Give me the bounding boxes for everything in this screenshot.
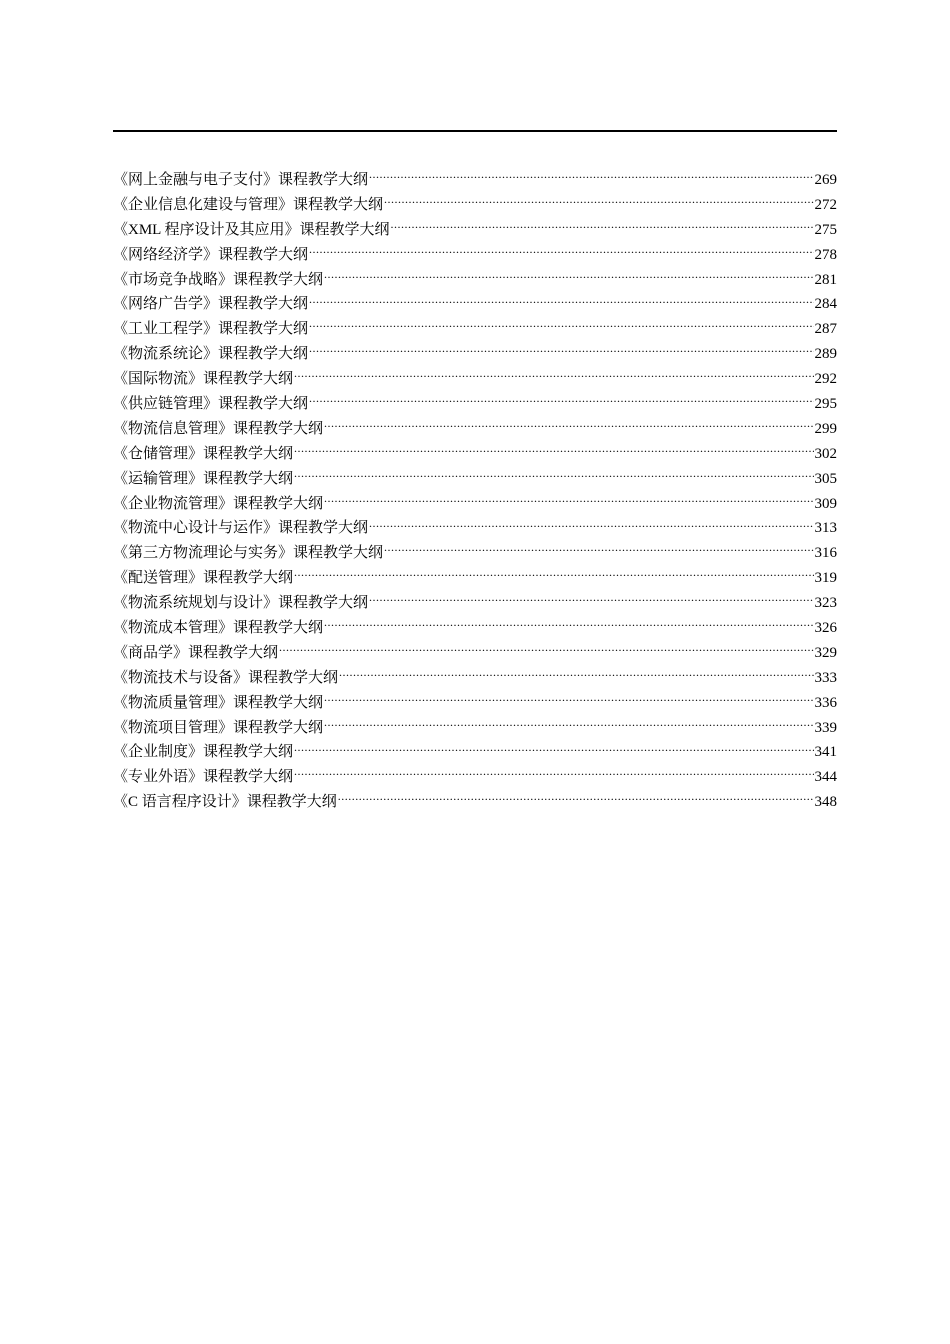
- toc-entry-page: 319: [814, 570, 837, 587]
- toc-entry-title: 《专业外语》课程教学大纲: [113, 769, 294, 786]
- toc-entry-page: 269: [814, 172, 837, 188]
- toc-entry-page: 323: [814, 595, 837, 612]
- toc-entry[interactable]: [113, 492, 837, 517]
- toc-entry[interactable]: [113, 467, 837, 492]
- header-rule: [113, 130, 837, 132]
- toc-entry-page: 284: [814, 296, 837, 313]
- toc-entry-title: 《网络经济学》课程教学大纲: [113, 246, 309, 263]
- toc-entry-title: 《国际物流》课程教学大纲: [113, 371, 294, 388]
- toc-entry-page: 295: [814, 396, 837, 413]
- toc-entry-title: 《运输管理》课程教学大纲: [113, 470, 294, 487]
- toc-entry-title: 《企业物流管理》课程教学大纲: [113, 495, 324, 512]
- toc-entry[interactable]: [113, 218, 837, 243]
- toc-entry-title: 《市场竞争战略》课程教学大纲: [113, 271, 324, 288]
- toc-entry-title: 《企业信息化建设与管理》课程教学大纲: [113, 196, 384, 213]
- toc-entry[interactable]: [113, 516, 837, 541]
- toc-entry-page: 309: [814, 495, 837, 512]
- toc-entry-page: 292: [814, 371, 837, 388]
- toc-dot-leader: [294, 468, 813, 483]
- toc-entry-page: 333: [814, 669, 837, 686]
- toc-dot-leader: [369, 169, 813, 184]
- toc-dot-leader: [294, 741, 813, 756]
- toc-entry-page: 302: [814, 445, 837, 462]
- toc-entry[interactable]: [113, 541, 837, 566]
- toc-dot-leader: [294, 368, 813, 383]
- toc-dot-leader: [324, 717, 813, 732]
- toc-entry-title: 《物流项目管理》课程教学大纲: [113, 719, 324, 736]
- toc-entry[interactable]: [113, 591, 837, 616]
- toc-entry[interactable]: [113, 268, 837, 293]
- toc-entry-title: 《物流成本管理》课程教学大纲: [113, 620, 324, 637]
- toc-entry-title: 《物流系统规划与设计》课程教学大纲: [113, 595, 369, 612]
- toc-dot-leader: [384, 194, 813, 209]
- toc-entry[interactable]: [113, 566, 837, 591]
- toc-entry-title: 《网络广告学》课程教学大纲: [113, 296, 309, 313]
- toc-entry-title: 《工业工程学》课程教学大纲: [113, 321, 309, 338]
- toc-dot-leader: [309, 393, 813, 408]
- toc-dot-leader: [279, 642, 813, 657]
- toc-entry-title: 《第三方物流理论与实务》课程教学大纲: [113, 545, 384, 562]
- toc-dot-leader: [339, 667, 813, 682]
- toc-dot-leader: [309, 318, 813, 333]
- toc-entry[interactable]: [113, 442, 837, 467]
- toc-entry-title: 《配送管理》课程教学大纲: [113, 570, 294, 587]
- toc-entry[interactable]: [113, 317, 837, 342]
- toc-entry[interactable]: [113, 790, 837, 815]
- toc-entry[interactable]: [113, 666, 837, 691]
- toc-entry[interactable]: [113, 691, 837, 716]
- toc-entry-page: 281: [814, 271, 837, 288]
- toc-entry-page: 341: [814, 744, 837, 761]
- toc-entry[interactable]: [113, 367, 837, 392]
- toc-entry-page: 326: [814, 620, 837, 637]
- toc-dot-leader: [369, 592, 813, 607]
- toc-entry-page: 299: [814, 420, 837, 437]
- toc-entry-page: 275: [814, 221, 837, 238]
- toc-dot-leader: [294, 443, 813, 458]
- toc-entry-title: 《物流中心设计与运作》课程教学大纲: [113, 520, 369, 537]
- toc-entry-page: 278: [814, 246, 837, 263]
- toc-entry[interactable]: [113, 342, 837, 367]
- toc-entry-page: 348: [814, 794, 837, 811]
- toc-entry-page: 339: [814, 719, 837, 736]
- toc-entry-title: 《XML 程序设计及其应用》课程教学大纲: [113, 221, 390, 238]
- toc-entry-title: 《物流系统论》课程教学大纲: [113, 346, 309, 363]
- toc-dot-leader: [309, 293, 813, 308]
- toc-entry-page: 287: [814, 321, 837, 338]
- toc-entry[interactable]: [113, 243, 837, 268]
- toc-entry[interactable]: [113, 193, 837, 218]
- toc-entry-title: 《C 语言程序设计》课程教学大纲: [113, 794, 337, 811]
- toc-entry-page: 344: [814, 769, 837, 786]
- toc-entry-title: 《企业制度》课程教学大纲: [113, 744, 294, 761]
- toc-entry-title: 《物流技术与设备》课程教学大纲: [113, 669, 339, 686]
- toc-dot-leader: [294, 567, 813, 582]
- toc-entry-title: 《物流质量管理》课程教学大纲: [113, 694, 324, 711]
- toc-entry-page: 305: [814, 470, 837, 487]
- toc-entry-title: 《物流信息管理》课程教学大纲: [113, 420, 324, 437]
- toc-entry-page: 316: [814, 545, 837, 562]
- toc-entry-title: 《商品学》课程教学大纲: [113, 644, 279, 661]
- toc-entry[interactable]: [113, 641, 837, 666]
- toc-entry[interactable]: [113, 417, 837, 442]
- toc-entry[interactable]: [113, 740, 837, 765]
- toc-dot-leader: [324, 692, 813, 707]
- toc-dot-leader: [369, 517, 813, 532]
- toc-entry-page: 336: [814, 694, 837, 711]
- toc-dot-leader: [309, 343, 813, 358]
- toc-entry[interactable]: [113, 292, 837, 317]
- toc-dot-leader: [309, 244, 813, 259]
- toc-dot-leader: [384, 542, 813, 557]
- toc-dot-leader: [324, 269, 813, 284]
- table-of-contents: [113, 168, 837, 815]
- toc-entry-title: 《网上金融与电子支付》课程教学大纲: [113, 172, 369, 188]
- toc-dot-leader: [324, 418, 813, 433]
- toc-dot-leader: [391, 219, 814, 234]
- toc-entry[interactable]: [113, 392, 837, 417]
- toc-entry[interactable]: [113, 716, 837, 741]
- toc-entry-page: 289: [814, 346, 837, 363]
- toc-entry-title: 《仓储管理》课程教学大纲: [113, 445, 294, 462]
- toc-dot-leader: [338, 791, 814, 806]
- toc-entry-title: 《供应链管理》课程教学大纲: [113, 396, 309, 413]
- toc-entry-page: 313: [814, 520, 837, 537]
- toc-dot-leader: [324, 493, 813, 508]
- toc-dot-leader: [294, 766, 813, 781]
- toc-entry-page: 329: [814, 644, 837, 661]
- toc-entry[interactable]: [113, 765, 837, 790]
- toc-entry[interactable]: [113, 616, 837, 641]
- toc-dot-leader: [324, 617, 813, 632]
- toc-entry[interactable]: [113, 168, 837, 193]
- toc-entry-page: 272: [814, 196, 837, 213]
